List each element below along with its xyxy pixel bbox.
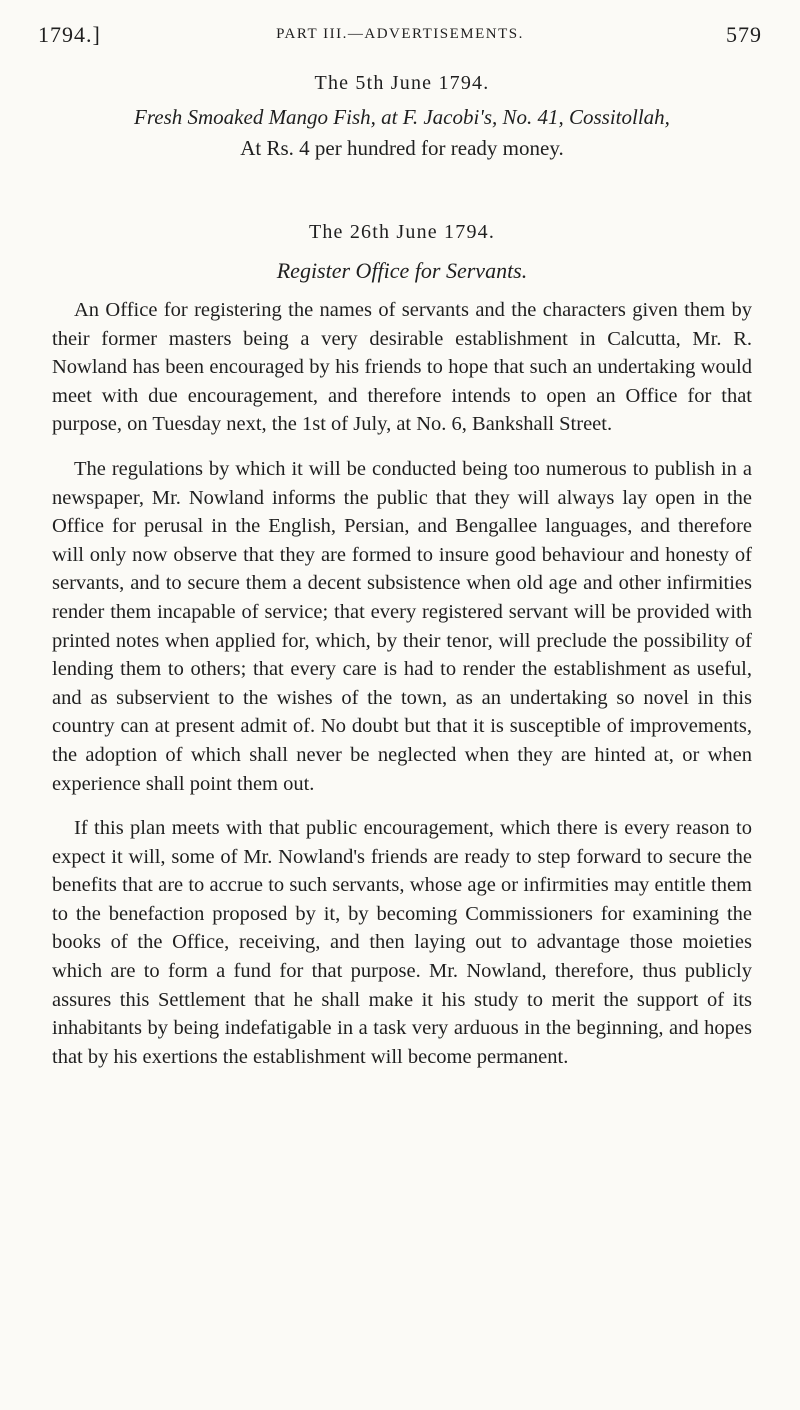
page-number: 579 <box>726 22 762 47</box>
advertisement-line: Fresh Smoaked Mango Fish, at F. Jacobi's, No. 41, Cossitollah, <box>134 105 670 129</box>
header-section-title: PART III.—ADVERTISEMENTS. <box>276 26 524 42</box>
notice-title: Register Office for Servants. <box>276 258 528 283</box>
notice-date: The 5th June 1794. <box>314 72 490 94</box>
advertisement-mango-fish <box>52 72 752 161</box>
paragraph: The regulations by which it will be conducted being too numerous to publish in a newspaper, Mr. Nowland informs the public that they will always lay open in the Office for perusal in the English, Persian, and Bengallee languages, and therefore will only now observe that they are formed to insure good behaviour and honesty of servants, and to secure them a decent subsistence when old age and other infirmities render them incapable of service; that every registered servant will be provided with printed notes when applied for, which, by their tenor, will preclude the possibility of lending them to others; that every care is had to render the establishment as useful, and as subservient to the wishes of the town, as an undertaking so novel in this country can at present admit of. No doubt but that it is susceptible of improvements, the adoption of which shall never be neglected when they are hinted at, or when experience shall point them out. <box>52 457 752 795</box>
running-header <box>38 22 762 62</box>
paragraph: If this plan meets with that public encouragement, which there is every reason to expect it will, some of Mr. Nowland's friends are ready to step forward to secure the benefits that are to accrue to such servants, whose age or infirmities may entitle them to the benefaction proposed by it, by becoming Commissioners for examining the books of the Office, receiving, and then laying out to advantage those moieties which are to form a fund for that purpose. Mr. Nowland, therefore, thus publicly assures this Settlement that he shall make it his study to merit the support of its inhabitants by being indefatigable in a task very arduous in the beginning, and hopes that by his exertions the establishment will become permanent. <box>52 817 752 1068</box>
paragraph: An Office for registering the names of servants and the characters given them by their former masters being a very desirable establishment in Calcutta, Mr. R. Nowland has been encouraged by his friends to hope that such an undertaking would meet with due encouragement, and therefore intends to open an Office for that purpose, on Tuesday next, the 1st of July, at No. 6, Bankshall Street. <box>52 299 752 436</box>
notice-date: The 26th June 1794. <box>308 221 496 243</box>
page-body <box>52 62 752 1071</box>
advertisement-register-office <box>52 221 752 1071</box>
header-year: 1794.] <box>38 22 101 47</box>
advertisement-price: At Rs. 4 per hundred for ready money. <box>240 136 564 160</box>
